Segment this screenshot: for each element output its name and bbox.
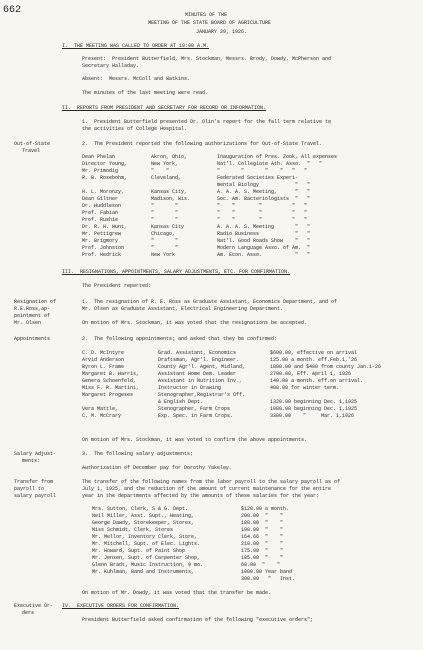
appointment-row-name: Margaret Progeses — [82, 392, 134, 398]
appointment-row-name: Genera Schoenfeld, — [82, 378, 137, 384]
section-iv-heading: IV. EXECUTIVE ORDERS FOR CONFIRMATION. — [62, 603, 180, 609]
salary-row-name: Miss Schmidt, Clerk, Stores — [92, 527, 174, 533]
salary-row-amount: $120.00 a month. — [241, 506, 290, 512]
travel-row-purpose: " " " " " — [217, 217, 308, 223]
margin-note-executive-1: Executive Or- — [14, 603, 54, 609]
section-i-heading: I. THE MEETING WAS CALLED TO ORDER AT 10:00 A.M. — [62, 43, 210, 49]
travel-row-name: Prof. Hedrick — [82, 252, 122, 258]
section-ii-item1-b: the activities of College Hospital. — [82, 126, 188, 132]
travel-row-purpose: Soc. Am. Bacteriologists " " — [217, 196, 311, 202]
salary-row-name: Mr. Mitchell, Supt. of Elec. Lights. — [92, 541, 201, 547]
travel-row-purpose: " " " " " " — [217, 168, 308, 174]
travel-row-name: R. B. Rosebohm, — [82, 175, 128, 181]
appointment-row-position: Stenographer, Farm Crops — [158, 406, 231, 412]
travel-row-place: Kansas City, — [151, 189, 188, 195]
appointment-row-terms: 125.00 a month. eff.Feb.1,'26 — [270, 357, 358, 363]
travel-row-place: " " — [151, 168, 170, 174]
travel-row-purpose: " " " " " — [217, 203, 308, 209]
travel-row-purpose: Federated Societies Experi- — [217, 175, 299, 181]
margin-note-transfer-2: payroll to — [14, 486, 45, 492]
appointment-row-terms: 1800.00 and $400 from county Jan.1-26 — [270, 364, 382, 370]
margin-note-transfer-1: Transfer from — [14, 479, 54, 485]
appointment-row-position: Stenographer,Registrar's Off. — [158, 392, 246, 398]
appointment-row-name: C. M. McCrary — [82, 413, 122, 419]
section-ii-item2: 2. The President reported the following authorizations for Out-of-State Travel. — [82, 141, 323, 147]
appointment-row-position: Exp. Spec. in Farm Crops. — [158, 413, 234, 419]
travel-row-purpose: Radio Business " " — [217, 231, 311, 237]
margin-note-salary-2: ments: — [22, 458, 41, 464]
absent-line: Absent: Messrs. McColl and Watkins. — [82, 76, 191, 82]
section-iv-text: President Butterfield asked confirmation of the following "executive orders"; — [82, 617, 314, 623]
salary-row-name: Neil Miller, Asst. Supt., Heating, — [92, 513, 195, 519]
appointment-row-terms: 140.00 a month. eff.on arrival. — [270, 378, 364, 384]
section-iii-heading: III. RESIGNATIONS, APPOINTMENTS, SALARY ADJUSTMENTS, ETC. FOR CONFIRMATION. — [62, 269, 291, 275]
motion-transfer: On motion of Mr. Dowdy, it was voted that the transfer be made. — [82, 590, 272, 596]
salary-row-amount: 100.00 " " — [241, 527, 284, 533]
transfer-line-c: year in the departments affected by the amounts of these salaries for the year: — [82, 493, 320, 499]
salary-row-amount: 164.66 " " — [241, 534, 284, 540]
header-date: JANUARY 20, 1926. — [196, 29, 248, 35]
travel-row-purpose: " " " " " — [217, 210, 308, 216]
president-reported: The President reported: — [82, 283, 152, 289]
travel-row-purpose: mental Biology " " — [217, 182, 311, 188]
appointment-row-terms: $600.00, effective on arrival — [270, 350, 358, 356]
appointment-row-position: Grad. Assistant, Economics — [158, 350, 237, 356]
salary-row-name: Mr. Jensen, Supt. of Carpenter Shop, — [92, 555, 201, 561]
section-ii-item1-a: 1. President Butterfield presented Dr. Olin's report for the fall term relative to — [82, 119, 332, 125]
salary-row-amount: 180.00 " " — [241, 520, 284, 526]
appointment-row-position: County Agr'l. Agent, Midland, — [158, 364, 246, 370]
margin-note-appointments: Appointments — [14, 336, 51, 342]
appointment-row-position: Assistant in Nutrition Inv., — [158, 378, 243, 384]
salary-row-name: Mrs. Sutton, Clerk, S & G. Dept. — [92, 506, 189, 512]
appointment-row-name: Miss F. R. Martini, — [82, 385, 140, 391]
travel-row-name: Dr. Huddleson — [82, 203, 122, 209]
section-iii-item1-a: 1. The resignation of R. E. Ross as Graduate Assistant, Economics Department, and of — [82, 299, 338, 305]
salary-row-name: George Dawdy, Storekeeper, Stores, — [92, 520, 195, 526]
travel-row-purpose: Nat'l. Good Roads Show " " — [217, 238, 311, 244]
margin-note-resignation-2: R.E.Ross,ap- — [14, 306, 51, 312]
salary-row-name: Mr. Kuhlman, Band and Instruments, — [92, 569, 195, 575]
travel-row-name: Mr. Pettigrew — [82, 231, 122, 237]
travel-row-name: Dean Phelan — [82, 154, 116, 160]
travel-row-name: Prof. Fabian — [82, 210, 119, 216]
travel-row-place: New York — [151, 252, 176, 258]
salary-row-amount: 175.00 " " — [241, 548, 284, 554]
appointment-row-name: Byron L. Frame — [82, 364, 125, 370]
travel-row-name: Prof. Rushie — [82, 217, 119, 223]
transfer-line-a: The transfer of the following names from the labor payroll to the salary payroll as of — [82, 479, 341, 485]
margin-note-resignation-3: pointment of — [14, 313, 51, 319]
margin-note-resignation-1: Resignation of — [14, 299, 57, 305]
travel-row-place: " " — [151, 210, 179, 216]
travel-row-place: " " — [151, 203, 179, 209]
section-iii-item3: 3. The following salary adjustments; — [82, 451, 194, 457]
travel-row-name: Director Young, — [82, 161, 128, 167]
travel-row-place: Chicago, — [151, 231, 176, 237]
header-title: MINUTES OF THE — [185, 12, 228, 18]
margin-note-travel-2: Travel — [22, 148, 41, 154]
appointment-row-position: Instructor in Drawing — [158, 385, 222, 391]
travel-row-place: Madison, Wis. — [151, 196, 191, 202]
salary-row-amount: 185.00 " " — [241, 555, 284, 561]
motion-resignations: On motion of Mrs. Stockman, it was voted that the resignations be accepted. — [82, 320, 308, 326]
travel-row-name: H. L. Moronzy, — [82, 189, 125, 195]
travel-row-place: " " — [151, 238, 179, 244]
travel-row-place: Cleveland, — [151, 175, 182, 181]
page-number: 662 — [3, 5, 22, 16]
travel-row-place: Kansas City — [151, 224, 185, 230]
motion-appointments: On motion of Mrs. Stockman, it was voted to confirm the above appointments. — [82, 437, 308, 443]
margin-note-resignation-4: Mr. Olsen — [14, 320, 42, 326]
travel-row-purpose: A. A. A. S. Meeting " " — [217, 224, 311, 230]
appointment-row-terms: 1080.00 beginning Dec. 1,1925 — [270, 406, 358, 412]
travel-row-purpose: Am. Econ. Asso. " " — [217, 252, 311, 258]
salary-row-name: Mr. Howard, Supt. of Paint Shop — [92, 548, 186, 554]
travel-row-name: Mr. Brigmory — [82, 238, 119, 244]
travel-row-name: Prof. Johnston — [82, 245, 125, 251]
margin-note-executive-2: ders — [22, 610, 35, 616]
present-line-2: Secretary Halladay. — [82, 63, 140, 69]
section-iii-item1-b: Mr. Olsen as Graduate Assistant, Electrical Engineering Department. — [82, 306, 284, 312]
travel-row-place: " " — [151, 245, 179, 251]
margin-note-transfer-3: salary payroll — [14, 493, 57, 499]
salary-row-name: Glenn Bradt, Music Instruction, 9 mo. — [92, 562, 204, 568]
appointment-row-terms: 400.00 for winter term. — [270, 385, 340, 391]
salary-row-amount: 1000.00 Year band — [241, 569, 293, 575]
appointment-row-terms: 3300.00 " Mar. 1,1926 — [270, 413, 355, 419]
travel-row-purpose: Inauguration of Pres. Zook, All expenses — [217, 154, 338, 160]
section-ii-heading: II. REPORTS FROM PRESIDENT AND SECRETARY FOR RECORD OR INFORMATION. — [62, 105, 267, 111]
appointment-row-terms: 2700.00, Eff. April 1, 1926 — [270, 371, 352, 377]
salary-row-amount: 60.00 " " — [241, 562, 281, 568]
header-subtitle: MEETING OF THE STATE BOARD OF AGRICULTURE — [148, 20, 272, 26]
appointment-row-position: & English Dept. — [158, 399, 204, 405]
appointment-row-name: Arvid Anderson — [82, 357, 125, 363]
appointment-row-position: Draftsman, Agr'l. Engineer. — [158, 357, 240, 363]
margin-note-salary-1: Salary Adjust- — [14, 451, 57, 457]
travel-row-purpose: A. A. A. S. Meeting, " " — [217, 189, 311, 195]
travel-row-name: Dr. R. H. Hunt, — [82, 224, 128, 230]
present-line-1: Present: President Butterfield, Mrs. Stockman, Messrs. Brody, Dowdy, McPherson and — [82, 56, 332, 62]
salary-row-name: Mr. Mellor, Inventory Clerk, Store, — [92, 534, 198, 540]
travel-row-purpose: Modern Language Asso. of Am. " — [217, 245, 311, 251]
appointment-row-name: C. D. McIntyre — [82, 350, 125, 356]
salary-row-amount: 200.00 " " — [241, 513, 284, 519]
salary-row-amount: 210.00 " " — [241, 541, 284, 547]
transfer-line-b: July 1, 1925, and the reduction of the amount of current maintenance for the entire — [82, 486, 332, 492]
appointment-row-name: Margaret B. Harris, — [82, 371, 140, 377]
appointment-row-position: Assistant Home Dem. Leader — [158, 371, 237, 377]
travel-row-purpose: Nat'l. Collegiate Ath. Asso. " " — [217, 161, 323, 167]
appointment-row-terms: 1320.00 beginning Dec. 1,1925 — [270, 399, 358, 405]
minutes-line: The minutes of the last meeting were read. — [82, 90, 209, 96]
salary-row-amount: 300.00 " Inst. — [241, 576, 296, 582]
travel-row-place: Akron, Ohio, — [151, 154, 188, 160]
appointment-row-name: Vera Mattle, — [82, 406, 119, 412]
travel-row-name: Dean Giltner — [82, 196, 119, 202]
margin-note-travel-1: Out-of-State — [14, 141, 51, 147]
travel-row-name: Mr. Primodig — [82, 168, 119, 174]
section-iii-item2: 2. The following appointments; and asked that they be confirmed: — [82, 336, 278, 342]
travel-row-place: " " — [151, 217, 179, 223]
authorization-line: Authorization of December pay for Dorothy Yakeley. — [82, 465, 233, 471]
travel-row-place: New York, — [151, 161, 179, 167]
